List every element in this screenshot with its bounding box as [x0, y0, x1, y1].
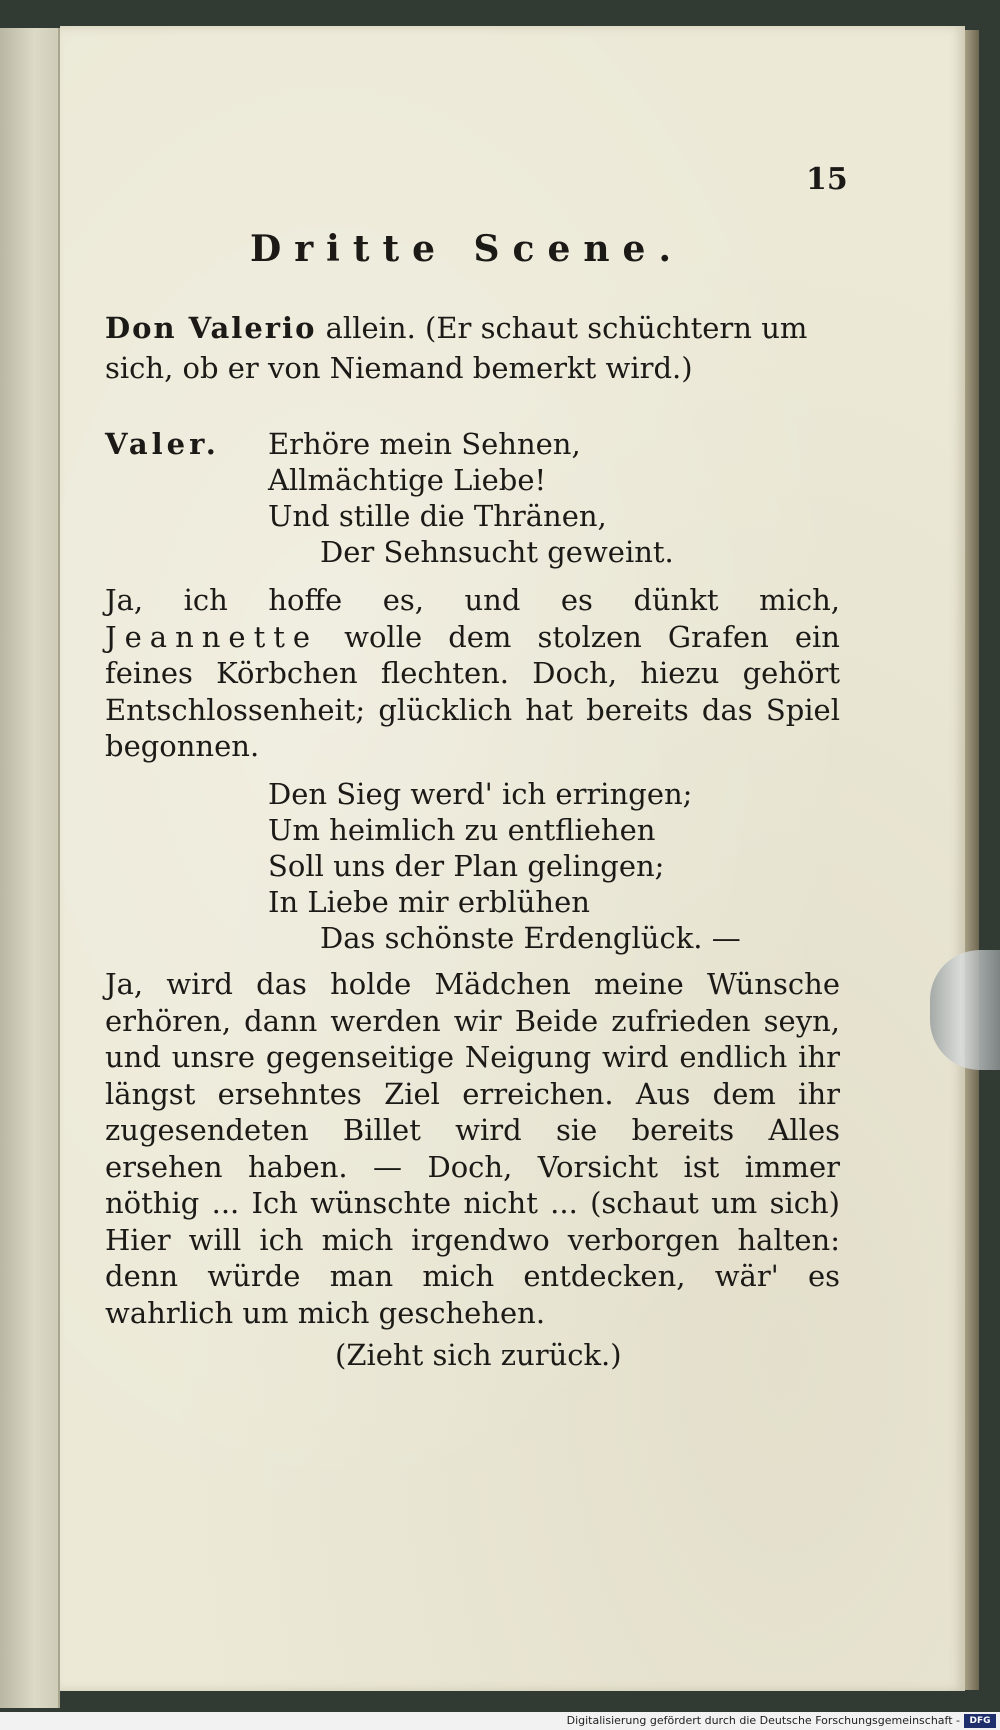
verse-line: Der Sehnsucht geweint. — [320, 535, 674, 569]
verse-line: Soll uns der Plan gelingen; — [268, 849, 665, 883]
prose-1-name: Jeannette — [105, 619, 319, 654]
verse-line: Um heimlich zu entfliehen — [268, 813, 656, 847]
left-page-edge — [0, 28, 60, 1708]
verse-line: Allmächtige Liebe! — [268, 463, 547, 497]
verse-line: Erhöre mein Sehnen, — [268, 427, 581, 461]
verse-line: Und stille die Thränen, — [268, 499, 607, 533]
page-right-edge — [965, 30, 979, 1690]
prose-paragraph-2: Ja, wird das holde Mädchen meine Wünsche erhören, dann werden wir Beide zufrieden seyn, und unsre gegenseitige Neigung wird endlich ihr längst ersehntes Ziel erreichen. Aus dem ihr zugesendeten Billet wird sie bereits Alles ersehen haben. — Doch, Vorsicht ist immer nöthig ... Ich wünschte nicht ... (schaut um sich) Hier will ich mich irgendwo verborgen halten: denn würde man mich entdecken, wär' es wahrlich um mich geschehen. — [105, 967, 840, 1330]
prose-1-intro: Ja, ich hoffe es, und es dünkt mich, — [105, 583, 840, 617]
verse-line: Den Sieg werd' ich erringen; — [268, 777, 693, 811]
prose-paragraph-1 — [105, 582, 840, 765]
verse-line: In Liebe mir erblühen — [268, 885, 590, 919]
dfg-logo: DFG — [964, 1714, 996, 1728]
page-number: 15 — [806, 162, 848, 197]
stage-direction-text: allein. (Er schaut schüchtern um sich, ob er von Niemand bemerkt wird.) — [105, 311, 808, 385]
verse-line: Das schönste Erdenglück. — — [320, 921, 741, 955]
stage-direction — [105, 308, 845, 388]
exit-direction: (Zieht sich zurück.) — [335, 1338, 622, 1372]
scene-title: Dritte Scene. — [250, 228, 684, 270]
speaker-label: Valer. — [105, 427, 220, 461]
prose-1-rest: wolle dem stolzen Grafen ein feines Körbchen flechten. Doch, hiezu gehört Entschlossenheit; glücklich hat bereits das Spiel begonnen. — [105, 619, 840, 763]
stage-direction-speaker: Don Valerio — [105, 311, 317, 345]
footer-credit: Digitalisierung gefördert durch die Deutsche Forschungsgemeinschaft - — [566, 1714, 960, 1727]
